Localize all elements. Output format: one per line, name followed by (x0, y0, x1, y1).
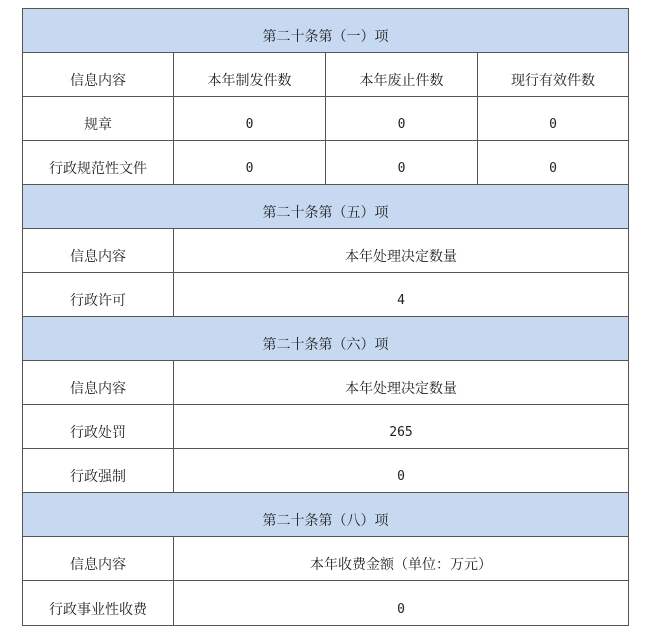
header-cell-valid-count: 现行有效件数 (478, 53, 629, 97)
value-cell: 0 (326, 141, 478, 185)
value-cell: 0 (478, 141, 629, 185)
header-row (23, 361, 629, 405)
header-cell-repealed-count: 本年废止件数 (326, 53, 478, 97)
section-title: 第二十条第（一）项 (23, 9, 629, 53)
section-title-row (23, 317, 629, 361)
header-cell-decision-count: 本年处理决定数量 (174, 229, 629, 273)
header-row (23, 537, 629, 581)
value-cell: 0 (174, 449, 629, 493)
section-title-row (23, 185, 629, 229)
row-label: 行政事业性收费 (23, 581, 174, 626)
section-title-row (23, 9, 629, 53)
section-title-row (23, 493, 629, 537)
row-label: 行政许可 (23, 273, 174, 317)
value-cell: 265 (174, 405, 629, 449)
header-cell-info-content: 信息内容 (23, 361, 174, 405)
header-row (23, 53, 629, 97)
section-title: 第二十条第（八）项 (23, 493, 629, 537)
disclosure-table (22, 8, 629, 626)
value-cell: 0 (174, 581, 629, 626)
table-row (23, 97, 629, 141)
row-label: 规章 (23, 97, 174, 141)
table-row (23, 141, 629, 185)
section-title: 第二十条第（六）项 (23, 317, 629, 361)
value-cell: 0 (478, 97, 629, 141)
section-title: 第二十条第（五）项 (23, 185, 629, 229)
table-row (23, 581, 629, 626)
header-cell-issued-count: 本年制发件数 (174, 53, 326, 97)
header-cell-info-content: 信息内容 (23, 229, 174, 273)
row-label: 行政规范性文件 (23, 141, 174, 185)
disclosure-table-container (22, 8, 628, 626)
header-cell-decision-count: 本年处理决定数量 (174, 361, 629, 405)
value-cell: 4 (174, 273, 629, 317)
header-cell-info-content: 信息内容 (23, 537, 174, 581)
value-cell: 0 (174, 141, 326, 185)
table-row (23, 405, 629, 449)
value-cell: 0 (174, 97, 326, 141)
value-cell: 0 (326, 97, 478, 141)
header-cell-info-content: 信息内容 (23, 53, 174, 97)
table-row (23, 273, 629, 317)
row-label: 行政处罚 (23, 405, 174, 449)
row-label: 行政强制 (23, 449, 174, 493)
header-cell-fee-amount: 本年收费金额（单位：万元） (174, 537, 629, 581)
table-row (23, 449, 629, 493)
header-row (23, 229, 629, 273)
